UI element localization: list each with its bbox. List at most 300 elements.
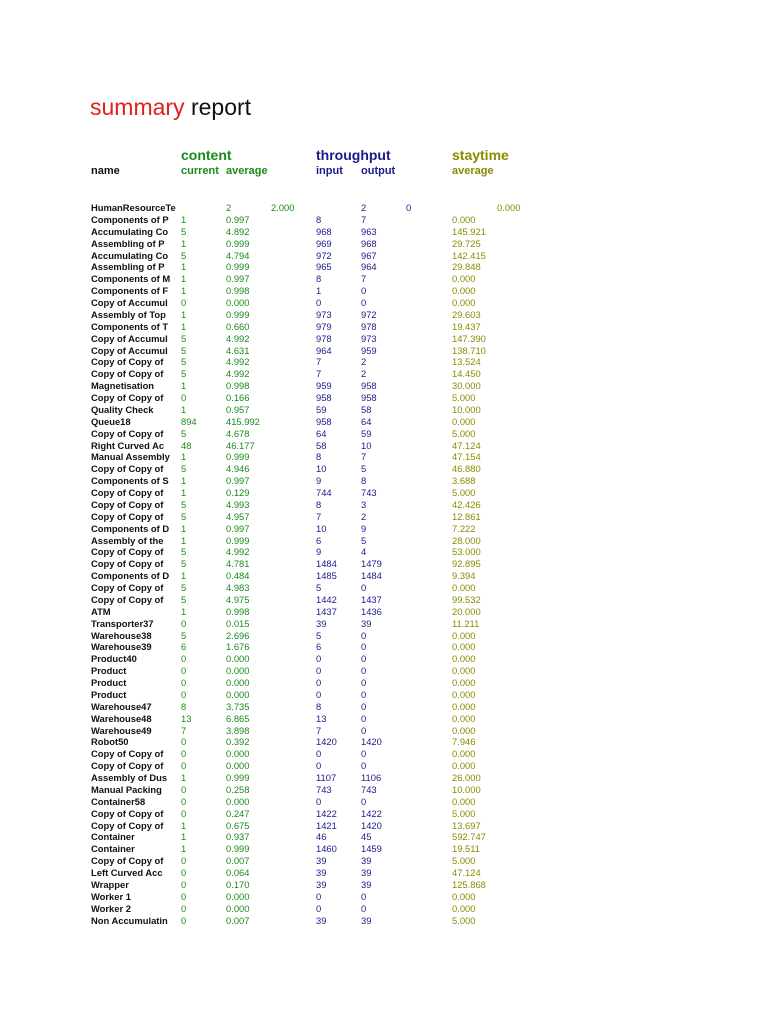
cell-name: Warehouse47 [91,700,152,712]
cell-staytime: 3.688 [452,475,476,487]
cell-name: Worker 1 [91,890,131,902]
cell-current: 1 [181,320,187,332]
cell-name: Warehouse49 [91,724,152,736]
cell-name: Copy of Accumul [91,297,168,308]
column-header-input: input [316,165,343,177]
cell-name: Assembling of P [91,261,165,273]
group-header-throughput: throughput [316,147,391,163]
table-row [0,261,768,273]
cell-input: 969 [316,237,332,249]
cell-name: ATM [91,605,111,617]
cell-staytime: 5.000 [452,427,476,439]
cell-average: 4.631 [226,344,250,356]
cell-staytime: 9.394 [452,570,476,582]
cell-name: Container [91,831,135,843]
cell-name: Copy of Copy of [91,368,164,380]
cell-input: 8 [316,273,322,285]
cell-input: 64 [316,427,327,439]
table-row [0,606,768,618]
cell-current: 1 [181,261,187,273]
cell-input: 39 [316,878,327,890]
cell-average: 0.166 [226,392,250,403]
cell-staytime: 20.000 [452,605,481,617]
report-title-rest: report [184,94,252,120]
cell-name: Copy of Copy of [91,819,164,831]
cell-current: 1 [181,403,187,415]
cell-staytime: 0.000 [452,760,476,772]
cell-staytime: 5.000 [452,392,476,403]
cell-staytime: 19.437 [452,320,481,332]
cell-name: Copy of Accumul [91,344,168,356]
table-row [0,321,768,333]
cell-staytime: 19.511 [452,843,480,855]
cell-current: 5 [181,498,187,510]
table-row [0,653,768,665]
table-row [0,808,768,820]
cell-staytime: 5.000 [452,914,476,926]
cell-input: 2 [361,202,367,213]
column-header-name: name [91,165,120,177]
cell-name: Copy of Copy of [91,392,164,403]
cell-staytime: 42.426 [452,498,481,510]
cell-current: 5 [181,558,187,570]
cell-staytime: 47.154 [452,451,481,463]
table-row [0,594,768,606]
table-row [0,380,768,392]
cell-staytime: 29.725 [452,237,481,249]
cell-input: 0 [316,653,322,665]
cell-input: 59 [316,403,327,415]
cell-current: 5 [181,249,187,261]
cell-current: 5 [181,368,187,380]
cell-current: 1 [181,534,187,546]
table-row [0,416,768,428]
cell-output: 972 [361,308,377,320]
cell-name: Right Curved Ac [91,439,165,451]
cell-input: 6 [316,641,322,653]
table-row [0,250,768,262]
cell-current: 5 [181,593,187,605]
cell-output: 64 [361,415,372,427]
cell-input: 39 [316,617,327,629]
report-title-accent: summary [90,94,185,120]
cell-staytime: 7.946 [452,736,476,748]
cell-name: Warehouse39 [91,641,152,653]
table-row [0,820,768,832]
cell-output: 0 [361,653,367,665]
cell-input: 7 [316,356,322,368]
cell-average: 4.781 [226,558,250,570]
cell-staytime: 0.000 [497,202,521,213]
group-header-staytime: staytime [452,147,509,163]
column-header-output: output [361,165,396,177]
cell-current: 7 [181,724,187,736]
cell-average: 0.015 [226,617,250,629]
table-row [0,867,768,879]
cell-name: Copy of Copy of [91,807,164,819]
cell-output: 7 [361,213,367,225]
cell-average: 0.997 [226,475,250,487]
cell-output: 45 [361,831,372,843]
cell-average: 0.997 [226,273,250,285]
cell-average: 4.992 [226,332,250,344]
cell-current: 0 [181,665,187,677]
cell-output: 0 [361,712,367,724]
table-row [0,511,768,523]
table-row [0,214,768,226]
cell-name: Quality Check [91,403,154,415]
cell-staytime: 0.000 [452,712,476,724]
cell-output: 958 [361,380,377,392]
cell-input: 9 [316,546,322,558]
cell-input: 1107 [316,772,337,783]
cell-current: 0 [181,748,187,760]
cell-average: 0.997 [226,213,250,225]
cell-current: 2 [226,202,232,213]
cell-staytime: 0.000 [452,653,476,665]
cell-current: 1 [181,273,187,285]
cell-name: Copy of Copy of [91,427,164,439]
cell-staytime: 0.000 [452,213,476,225]
cell-input: 958 [316,415,332,427]
cell-average: 0.007 [226,855,250,867]
cell-input: 5 [316,629,322,641]
cell-current: 1 [181,831,187,843]
cell-staytime: 12.861 [452,510,481,522]
cell-staytime: 0.000 [452,677,476,688]
table-row [0,748,768,760]
cell-name: Copy of Copy of [91,356,164,368]
cell-output: 958 [361,392,377,403]
cell-input: 978 [316,332,332,344]
table-row [0,784,768,796]
cell-staytime: 10.000 [452,403,481,415]
cell-average: 0.170 [226,878,250,890]
cell-name: Copy of Copy of [91,510,164,522]
table-row [0,202,768,214]
table-row [0,451,768,463]
cell-staytime: 7.222 [452,522,476,534]
cell-current: 1 [181,380,187,392]
cell-staytime: 0.000 [452,688,476,700]
cell-name: Accumulating Co [91,225,169,237]
cell-average: 0.064 [226,867,250,878]
cell-staytime: 30.000 [452,380,481,392]
cell-staytime: 0.000 [452,795,476,807]
cell-name: Copy of Copy of [91,498,164,510]
cell-average: 3.735 [226,700,250,712]
table-row [0,796,768,808]
cell-input: 973 [316,308,332,320]
cell-input: 964 [316,344,332,356]
cell-input: 0 [316,890,322,902]
cell-output: 4 [361,546,367,558]
cell-current: 5 [181,582,187,593]
table-row [0,356,768,368]
cell-average: 4.992 [226,546,250,558]
cell-input: 972 [316,249,332,261]
cell-staytime: 0.000 [452,890,476,902]
cell-name: Copy of Copy of [91,748,164,760]
cell-name: Magnetisation [91,380,155,392]
cell-current: 1 [181,237,187,249]
cell-name: Left Curved Acc [91,867,163,878]
cell-output: 58 [361,403,372,415]
cell-current: 0 [181,867,187,878]
cell-average: 4.993 [226,498,250,510]
table-row [0,630,768,642]
cell-staytime: 0.000 [452,902,476,914]
cell-staytime: 11.211 [452,617,480,629]
cell-output: 39 [361,914,372,926]
cell-input: 58 [316,439,327,451]
cell-output: 1420 [361,736,382,748]
cell-input: 39 [316,855,327,867]
cell-staytime: 5.000 [452,487,476,498]
cell-input: 1 [316,285,322,297]
cell-current: 0 [181,902,187,914]
cell-average: 0.000 [226,297,250,308]
cell-current: 1 [181,285,187,297]
cell-name: Components of S [91,475,169,487]
cell-input: 1442 [316,593,337,605]
cell-output: 1479 [361,558,382,570]
cell-name: Components of D [91,570,170,582]
cell-average: 0.000 [226,890,250,902]
cell-average: 0.997 [226,522,250,534]
cell-name: Copy of Copy of [91,593,164,605]
cell-input: 959 [316,380,332,392]
cell-average: 0.000 [226,795,250,807]
cell-output: 0 [361,665,367,677]
cell-average: 0.957 [226,403,250,415]
cell-input: 8 [316,498,322,510]
cell-output: 1459 [361,843,382,855]
cell-staytime: 0.000 [452,665,476,677]
cell-input: 6 [316,534,322,546]
cell-output: 0 [361,890,367,902]
cell-staytime: 47.124 [452,439,481,451]
table-row [0,915,768,927]
cell-input: 13 [316,712,327,724]
cell-output: 1106 [361,772,382,783]
table-row [0,273,768,285]
cell-current: 0 [181,807,187,819]
cell-average: 4.678 [226,427,250,439]
cell-current: 5 [181,629,187,641]
cell-current: 13 [181,712,192,724]
cell-average: 0.998 [226,285,250,297]
cell-name: Product40 [91,653,137,665]
cell-current: 5 [181,356,187,368]
table-row [0,297,768,309]
cell-staytime: 0.000 [452,297,476,308]
cell-input: 0 [316,297,322,308]
cell-output: 0 [361,285,367,297]
cell-name: Accumulating Co [91,249,169,261]
cell-name: Assembly of the [91,534,164,546]
cell-output: 0 [361,641,367,653]
table-row [0,238,768,250]
cell-current: 1 [181,451,187,463]
cell-average: 0.392 [226,736,250,748]
cell-staytime: 47.124 [452,867,481,878]
cell-name: Product [91,688,127,700]
cell-name: Assembling of P [91,237,165,249]
cell-input: 1485 [316,570,337,582]
cell-staytime: 0.000 [452,641,476,653]
cell-average: 3.898 [226,724,250,736]
cell-output: 39 [361,867,372,878]
cell-current: 1 [181,570,187,582]
cell-average: 2.696 [226,629,250,641]
cell-staytime: 142.415 [452,249,486,261]
cell-current: 0 [181,890,187,902]
cell-average: 4.975 [226,593,250,605]
cell-name: Copy of Copy of [91,463,164,475]
cell-name: Transporter37 [91,617,154,629]
cell-output: 0 [361,629,367,641]
cell-name: Components of M [91,273,171,285]
cell-average: 0.000 [226,677,250,688]
cell-output: 7 [361,273,367,285]
cell-name: Copy of Copy of [91,582,164,593]
cell-output: 2 [361,368,367,380]
cell-current: 0 [181,688,187,700]
table-row [0,392,768,404]
cell-input: 0 [316,902,322,914]
cell-average: 0.999 [226,308,250,320]
cell-average: 46.177 [226,439,255,451]
cell-output: 968 [361,237,377,249]
cell-name: Components of T [91,320,169,332]
cell-current: 5 [181,510,187,522]
cell-output: 964 [361,261,377,273]
cell-current: 1 [181,475,187,487]
cell-input: 744 [316,487,332,498]
cell-average: 0.999 [226,843,250,855]
cell-input: 7 [316,724,322,736]
cell-current: 0 [181,795,187,807]
cell-staytime: 29.848 [452,261,481,273]
table-row [0,689,768,701]
cell-average: 4.957 [226,510,250,522]
cell-input: 0 [316,688,322,700]
cell-output: 0 [361,297,367,308]
cell-output: 1422 [361,807,382,819]
cell-output: 39 [361,855,372,867]
cell-output: 743 [361,783,377,795]
cell-current: 0 [181,855,187,867]
cell-current: 5 [181,427,187,439]
cell-output: 1420 [361,819,382,831]
cell-current: 0 [181,760,187,772]
table-row [0,843,768,855]
cell-staytime: 0.000 [452,629,476,641]
table-row [0,582,768,594]
cell-staytime: 0.000 [452,582,476,593]
cell-average: 0.999 [226,237,250,249]
table-row [0,618,768,630]
cell-output: 5 [361,534,367,546]
cell-output: 0 [406,202,412,213]
cell-staytime: 14.450 [452,368,481,380]
table-row [0,475,768,487]
table-row [0,368,768,380]
cell-current: 0 [181,297,187,308]
cell-input: 5 [316,582,322,593]
cell-output: 1436 [361,605,382,617]
cell-output: 973 [361,332,377,344]
cell-output: 0 [361,700,367,712]
cell-output: 978 [361,320,377,332]
cell-name: Container [91,843,135,855]
cell-average: 0.000 [226,653,250,665]
cell-average: 0.999 [226,451,250,463]
cell-average: 0.998 [226,605,250,617]
cell-average: 4.946 [226,463,250,475]
cell-current: 1 [181,605,187,617]
cell-current: 1 [181,772,187,783]
cell-current: 0 [181,914,187,926]
cell-name: Product [91,677,127,688]
cell-name: Assembly of Dus [91,772,168,783]
cell-staytime: 0.000 [452,748,476,760]
table-row [0,772,768,784]
cell-name: Warehouse48 [91,712,152,724]
cell-staytime: 92.895 [452,558,481,570]
cell-output: 0 [361,902,367,914]
cell-input: 9 [316,475,322,487]
cell-average: 0.000 [226,760,250,772]
cell-name: Worker 2 [91,902,131,914]
table-row [0,641,768,653]
cell-staytime: 125.868 [452,878,486,890]
cell-output: 1484 [361,570,382,582]
cell-staytime: 0.000 [452,273,476,285]
table-row [0,677,768,689]
cell-average: 0.007 [226,914,250,926]
table-row [0,440,768,452]
cell-name: Wrapper [91,878,129,890]
cell-input: 0 [316,760,322,772]
cell-output: 2 [361,510,367,522]
cell-name: HumanResourceTe [91,202,176,213]
cell-name: Copy of Copy of [91,546,164,558]
table-row [0,725,768,737]
cell-average: 4.794 [226,249,250,261]
cell-output: 39 [361,617,372,629]
cell-current: 0 [181,653,187,665]
cell-output: 0 [361,795,367,807]
cell-input: 1484 [316,558,337,570]
table-row [0,333,768,345]
cell-output: 743 [361,487,377,498]
cell-current: 0 [181,617,187,629]
cell-staytime: 5.000 [452,807,476,819]
cell-staytime: 147.390 [452,332,486,344]
cell-current: 5 [181,332,187,344]
cell-average: 0.247 [226,807,250,819]
cell-average: 0.660 [226,320,250,332]
cell-current: 6 [181,641,187,653]
table-row [0,570,768,582]
cell-current: 5 [181,546,187,558]
summary-table [0,202,768,926]
cell-staytime: 29.603 [452,308,481,320]
cell-name: Components of F [91,285,169,297]
table-row [0,558,768,570]
